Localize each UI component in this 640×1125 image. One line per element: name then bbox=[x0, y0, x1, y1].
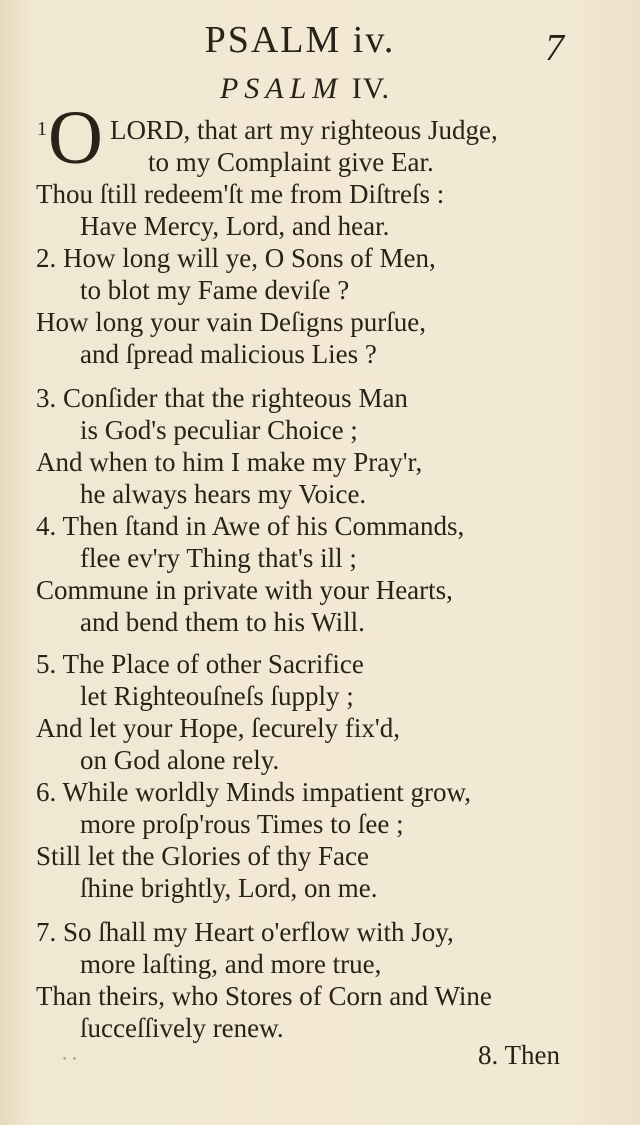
verse-line: he always hears my Voice. bbox=[80, 479, 367, 509]
verse-line: 3. Conſider that the righteous Man bbox=[36, 383, 408, 413]
verse-line: 2. How long will ye, O Sons of Men, bbox=[36, 243, 436, 273]
verse-line: let Righteouſneſs ſupply ; bbox=[80, 681, 354, 711]
verse-number: 1 bbox=[37, 118, 47, 140]
verse-line: 5. The Place of other Sacrifice bbox=[36, 649, 364, 679]
psalm-title-numeral: IV. bbox=[351, 72, 391, 105]
verse-line: on God alone rely. bbox=[80, 745, 280, 775]
verse-line: more laſting, and more true, bbox=[80, 949, 382, 979]
verse-line: Have Mercy, Lord, and hear. bbox=[80, 211, 390, 241]
verse-line: 7. So ſhall my Heart o'erflow with Joy, bbox=[36, 917, 454, 947]
catchword: 8. Then bbox=[478, 1040, 560, 1070]
verse-line: to blot my Fame deviſe ? bbox=[80, 275, 350, 305]
verse-line: ſhine brightly, Lord, on me. bbox=[80, 873, 378, 903]
verse-line: Thou ſtill redeem'ſt me from Diſtreſs : bbox=[36, 179, 445, 209]
verse-number: 4. bbox=[36, 511, 57, 541]
verse-number: 3. bbox=[36, 383, 57, 413]
drop-capital: O bbox=[48, 96, 103, 180]
verse-number: 2. bbox=[36, 243, 57, 273]
running-head: PSALM iv. bbox=[204, 19, 396, 61]
psalm-title bbox=[150, 72, 460, 106]
verse-line: flee ev'ry Thing that's ill ; bbox=[80, 543, 357, 573]
verse-line: and ſpread malicious Lies ? bbox=[80, 339, 377, 369]
verse-line: LORD, that art my righteous Judge, bbox=[110, 115, 498, 145]
verse-number: 6. bbox=[36, 777, 57, 807]
verse-line: And when to him I make my Pray'r, bbox=[36, 447, 423, 477]
verse-number: 5. bbox=[36, 649, 57, 679]
ink-smudge: ∙ ∙ bbox=[62, 1048, 77, 1070]
verse-line: ſucceſſively renew. bbox=[80, 1013, 284, 1043]
verse-line: 6. While worldly Minds impatient grow, bbox=[36, 777, 471, 807]
verse-line: Still let the Glories of thy Face bbox=[36, 841, 369, 871]
verse-line: Than theirs, who Stores of Corn and Wine bbox=[36, 981, 492, 1011]
verse-line: more proſp'rous Times to ſee ; bbox=[80, 809, 404, 839]
page-number: 7 bbox=[545, 27, 564, 69]
verse-line: and bend them to his Will. bbox=[80, 607, 365, 637]
verse-number: 7. bbox=[36, 917, 57, 947]
verse-line: Commune in private with your Hearts, bbox=[36, 575, 453, 605]
verse-line: And let your Hope, ſecurely fix'd, bbox=[36, 713, 401, 743]
verse-line: 4. Then ſtand in Awe of his Commands, bbox=[36, 511, 465, 541]
verse-line: is God's peculiar Choice ; bbox=[80, 415, 358, 445]
verse-line: How long your vain Deſigns purſue, bbox=[36, 307, 426, 337]
verse-line: to my Complaint give Ear. bbox=[148, 147, 434, 177]
psalm-title-word: PSALM bbox=[219, 72, 344, 105]
